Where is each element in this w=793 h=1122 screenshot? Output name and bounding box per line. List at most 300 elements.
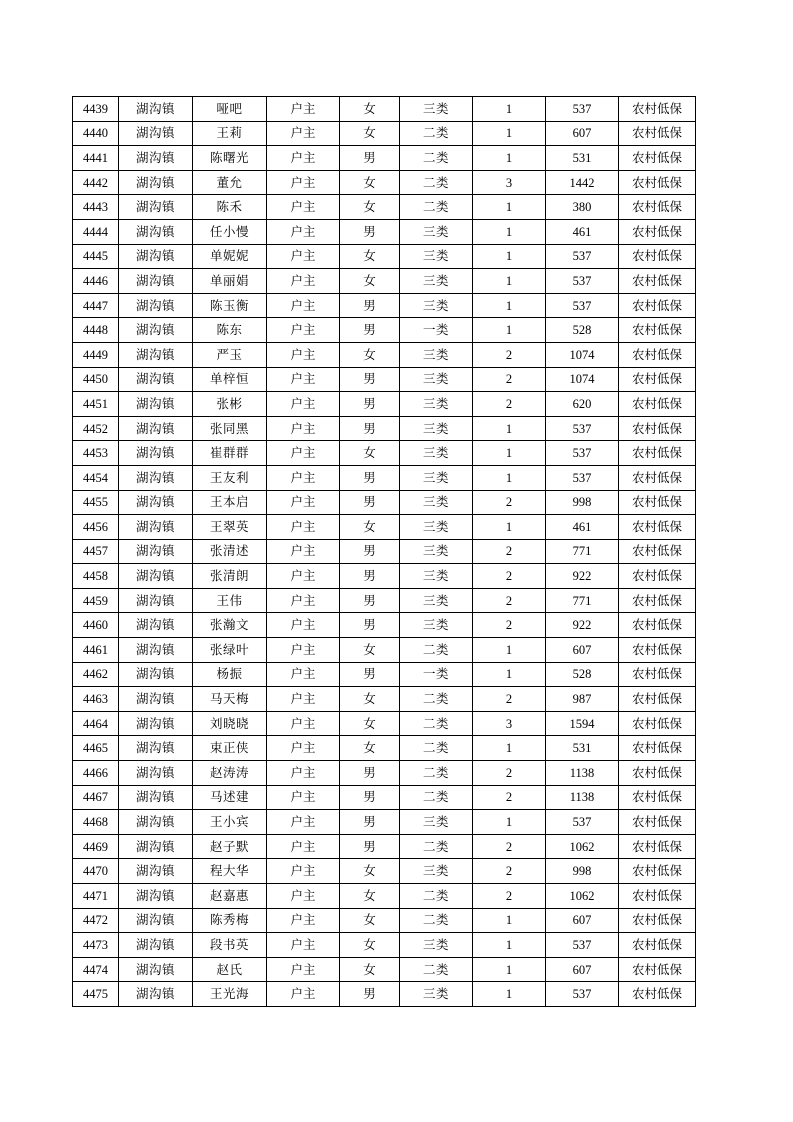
assistance-type-cell: 农村低保 [619,219,696,244]
category-cell: 二类 [400,834,473,859]
name-cell: 陈玉衡 [193,293,267,318]
category-cell: 二类 [400,638,473,663]
category-cell: 三类 [400,97,473,122]
table-row [73,859,696,884]
gender-cell: 女 [340,638,400,663]
assistance-type-cell: 农村低保 [619,465,696,490]
amount-cell: 537 [546,416,619,441]
row-number-cell: 4469 [73,834,119,859]
name-cell: 张瀚文 [193,613,267,638]
household-size-cell: 1 [473,662,546,687]
gender-cell: 女 [340,515,400,540]
township-cell: 湖沟镇 [119,146,193,171]
relation-cell: 户主 [267,121,340,146]
gender-cell: 男 [340,785,400,810]
household-size-cell: 1 [473,982,546,1007]
gender-cell: 女 [340,933,400,958]
township-cell: 湖沟镇 [119,170,193,195]
name-cell: 束正侠 [193,736,267,761]
amount-cell: 537 [546,97,619,122]
township-cell: 湖沟镇 [119,97,193,122]
row-number-cell: 4446 [73,269,119,294]
category-cell: 二类 [400,736,473,761]
table-row [73,687,696,712]
table-row [73,761,696,786]
name-cell: 程大华 [193,859,267,884]
category-cell: 二类 [400,884,473,909]
category-cell: 三类 [400,982,473,1007]
amount-cell: 528 [546,662,619,687]
assistance-type-cell: 农村低保 [619,441,696,466]
name-cell: 王光海 [193,982,267,1007]
township-cell: 湖沟镇 [119,834,193,859]
assistance-type-cell: 农村低保 [619,957,696,982]
relation-cell: 户主 [267,97,340,122]
amount-cell: 461 [546,219,619,244]
row-number-cell: 4442 [73,170,119,195]
category-cell: 二类 [400,957,473,982]
assistance-type-cell: 农村低保 [619,170,696,195]
category-cell: 三类 [400,515,473,540]
assistance-type-cell: 农村低保 [619,785,696,810]
name-cell: 单妮妮 [193,244,267,269]
row-number-cell: 4466 [73,761,119,786]
row-number-cell: 4450 [73,367,119,392]
name-cell: 陈禾 [193,195,267,220]
relation-cell: 户主 [267,539,340,564]
row-number-cell: 4444 [73,219,119,244]
row-number-cell: 4453 [73,441,119,466]
category-cell: 二类 [400,687,473,712]
table-row [73,97,696,122]
name-cell: 单梓恒 [193,367,267,392]
table-row [73,736,696,761]
table-row [73,293,696,318]
amount-cell: 922 [546,613,619,638]
township-cell: 湖沟镇 [119,121,193,146]
amount-cell: 537 [546,465,619,490]
name-cell: 赵涛涛 [193,761,267,786]
amount-cell: 998 [546,859,619,884]
row-number-cell: 4445 [73,244,119,269]
category-cell: 三类 [400,269,473,294]
amount-cell: 987 [546,687,619,712]
assistance-type-cell: 农村低保 [619,416,696,441]
assistance-type-cell: 农村低保 [619,761,696,786]
township-cell: 湖沟镇 [119,761,193,786]
amount-cell: 380 [546,195,619,220]
household-size-cell: 1 [473,195,546,220]
township-cell: 湖沟镇 [119,884,193,909]
table-row [73,613,696,638]
amount-cell: 1442 [546,170,619,195]
amount-cell: 531 [546,146,619,171]
table-row [73,465,696,490]
row-number-cell: 4451 [73,392,119,417]
name-cell: 严玉 [193,342,267,367]
row-number-cell: 4452 [73,416,119,441]
gender-cell: 女 [340,859,400,884]
relation-cell: 户主 [267,638,340,663]
relation-cell: 户主 [267,662,340,687]
category-cell: 二类 [400,170,473,195]
row-number-cell: 4461 [73,638,119,663]
category-cell: 二类 [400,785,473,810]
name-cell: 哑吧 [193,97,267,122]
gender-cell: 女 [340,342,400,367]
assistance-type-cell: 农村低保 [619,539,696,564]
township-cell: 湖沟镇 [119,539,193,564]
table-row [73,219,696,244]
table-row [73,638,696,663]
table-row [73,441,696,466]
township-cell: 湖沟镇 [119,859,193,884]
assistance-type-cell: 农村低保 [619,638,696,663]
relation-cell: 户主 [267,490,340,515]
amount-cell: 607 [546,638,619,663]
township-cell: 湖沟镇 [119,711,193,736]
amount-cell: 537 [546,293,619,318]
relation-cell: 户主 [267,908,340,933]
relation-cell: 户主 [267,736,340,761]
assistance-type-cell: 农村低保 [619,318,696,343]
category-cell: 三类 [400,810,473,835]
township-cell: 湖沟镇 [119,613,193,638]
relation-cell: 户主 [267,933,340,958]
assistance-type-cell: 农村低保 [619,859,696,884]
name-cell: 张彬 [193,392,267,417]
category-cell: 三类 [400,490,473,515]
category-cell: 三类 [400,342,473,367]
township-cell: 湖沟镇 [119,367,193,392]
table-row [73,416,696,441]
gender-cell: 女 [340,97,400,122]
name-cell: 赵子默 [193,834,267,859]
table-row [73,834,696,859]
gender-cell: 女 [340,441,400,466]
category-cell: 二类 [400,146,473,171]
category-cell: 三类 [400,539,473,564]
assistance-type-cell: 农村低保 [619,982,696,1007]
amount-cell: 771 [546,539,619,564]
category-cell: 三类 [400,933,473,958]
name-cell: 陈曙光 [193,146,267,171]
row-number-cell: 4441 [73,146,119,171]
name-cell: 单丽娟 [193,269,267,294]
amount-cell: 998 [546,490,619,515]
row-number-cell: 4472 [73,908,119,933]
relation-cell: 户主 [267,318,340,343]
household-size-cell: 2 [473,859,546,884]
name-cell: 王莉 [193,121,267,146]
assistance-type-cell: 农村低保 [619,195,696,220]
amount-cell: 922 [546,564,619,589]
gender-cell: 女 [340,908,400,933]
household-size-cell: 1 [473,97,546,122]
row-number-cell: 4460 [73,613,119,638]
household-size-cell: 1 [473,736,546,761]
relation-cell: 户主 [267,687,340,712]
amount-cell: 537 [546,810,619,835]
table-row [73,810,696,835]
township-cell: 湖沟镇 [119,465,193,490]
gender-cell: 男 [340,416,400,441]
name-cell: 任小慢 [193,219,267,244]
row-number-cell: 4465 [73,736,119,761]
amount-cell: 461 [546,515,619,540]
amount-cell: 607 [546,121,619,146]
name-cell: 陈秀梅 [193,908,267,933]
table-row [73,884,696,909]
household-size-cell: 3 [473,711,546,736]
household-size-cell: 2 [473,564,546,589]
name-cell: 王友利 [193,465,267,490]
name-cell: 赵氏 [193,957,267,982]
household-size-cell: 1 [473,269,546,294]
row-number-cell: 4475 [73,982,119,1007]
gender-cell: 男 [340,588,400,613]
row-number-cell: 4443 [73,195,119,220]
household-size-cell: 2 [473,588,546,613]
table-row [73,318,696,343]
household-size-cell: 1 [473,465,546,490]
category-cell: 三类 [400,588,473,613]
assistance-type-cell: 农村低保 [619,146,696,171]
gender-cell: 女 [340,711,400,736]
name-cell: 段书英 [193,933,267,958]
relation-cell: 户主 [267,244,340,269]
township-cell: 湖沟镇 [119,244,193,269]
relation-cell: 户主 [267,392,340,417]
township-cell: 湖沟镇 [119,515,193,540]
gender-cell: 男 [340,318,400,343]
assistance-type-cell: 农村低保 [619,588,696,613]
name-cell: 陈东 [193,318,267,343]
relation-cell: 户主 [267,146,340,171]
household-size-cell: 1 [473,908,546,933]
table-row [73,933,696,958]
gender-cell: 女 [340,195,400,220]
gender-cell: 男 [340,367,400,392]
household-size-cell: 2 [473,392,546,417]
category-cell: 二类 [400,121,473,146]
gender-cell: 男 [340,613,400,638]
table-row [73,539,696,564]
table-row [73,342,696,367]
relation-cell: 户主 [267,293,340,318]
name-cell: 杨振 [193,662,267,687]
household-size-cell: 1 [473,515,546,540]
household-size-cell: 3 [473,170,546,195]
category-cell: 三类 [400,244,473,269]
assistance-type-cell: 农村低保 [619,564,696,589]
relation-cell: 户主 [267,441,340,466]
township-cell: 湖沟镇 [119,933,193,958]
relation-cell: 户主 [267,834,340,859]
assistance-type-cell: 农村低保 [619,613,696,638]
gender-cell: 男 [340,564,400,589]
relation-cell: 户主 [267,367,340,392]
assistance-type-cell: 农村低保 [619,884,696,909]
assistance-type-cell: 农村低保 [619,367,696,392]
table-row [73,515,696,540]
amount-cell: 1594 [546,711,619,736]
relation-cell: 户主 [267,342,340,367]
township-cell: 湖沟镇 [119,982,193,1007]
amount-cell: 1138 [546,761,619,786]
category-cell: 二类 [400,761,473,786]
township-cell: 湖沟镇 [119,392,193,417]
relation-cell: 户主 [267,982,340,1007]
row-number-cell: 4463 [73,687,119,712]
table-row [73,662,696,687]
gender-cell: 女 [340,269,400,294]
row-number-cell: 4471 [73,884,119,909]
table-row [73,146,696,171]
amount-cell: 537 [546,441,619,466]
gender-cell: 男 [340,761,400,786]
assistance-type-cell: 农村低保 [619,97,696,122]
amount-cell: 771 [546,588,619,613]
assistance-type-cell: 农村低保 [619,834,696,859]
gender-cell: 男 [340,465,400,490]
gender-cell: 女 [340,244,400,269]
name-cell: 董允 [193,170,267,195]
amount-cell: 1074 [546,342,619,367]
table-row [73,711,696,736]
township-cell: 湖沟镇 [119,810,193,835]
relation-cell: 户主 [267,195,340,220]
row-number-cell: 4439 [73,97,119,122]
name-cell: 王本启 [193,490,267,515]
table-row [73,564,696,589]
row-number-cell: 4459 [73,588,119,613]
assistance-type-cell: 农村低保 [619,711,696,736]
category-cell: 二类 [400,908,473,933]
relation-cell: 户主 [267,810,340,835]
category-cell: 二类 [400,195,473,220]
row-number-cell: 4448 [73,318,119,343]
township-cell: 湖沟镇 [119,441,193,466]
amount-cell: 537 [546,244,619,269]
relation-cell: 户主 [267,564,340,589]
assistance-type-cell: 农村低保 [619,392,696,417]
amount-cell: 1062 [546,834,619,859]
table-row [73,121,696,146]
household-size-cell: 1 [473,318,546,343]
household-size-cell: 2 [473,539,546,564]
row-number-cell: 4447 [73,293,119,318]
table-row [73,982,696,1007]
category-cell: 三类 [400,564,473,589]
gender-cell: 女 [340,170,400,195]
relation-cell: 户主 [267,613,340,638]
township-cell: 湖沟镇 [119,342,193,367]
household-size-cell: 2 [473,613,546,638]
gender-cell: 女 [340,736,400,761]
row-number-cell: 4440 [73,121,119,146]
relation-cell: 户主 [267,219,340,244]
household-size-cell: 2 [473,687,546,712]
row-number-cell: 4474 [73,957,119,982]
household-size-cell: 1 [473,638,546,663]
row-number-cell: 4462 [73,662,119,687]
amount-cell: 537 [546,982,619,1007]
relation-cell: 户主 [267,465,340,490]
amount-cell: 1062 [546,884,619,909]
assistance-type-cell: 农村低保 [619,269,696,294]
name-cell: 马天梅 [193,687,267,712]
name-cell: 王小宾 [193,810,267,835]
township-cell: 湖沟镇 [119,908,193,933]
amount-cell: 1074 [546,367,619,392]
category-cell: 一类 [400,662,473,687]
relation-cell: 户主 [267,957,340,982]
township-cell: 湖沟镇 [119,785,193,810]
household-size-cell: 2 [473,761,546,786]
relation-cell: 户主 [267,170,340,195]
row-number-cell: 4455 [73,490,119,515]
assistance-type-cell: 农村低保 [619,736,696,761]
category-cell: 三类 [400,392,473,417]
category-cell: 三类 [400,219,473,244]
gender-cell: 女 [340,884,400,909]
household-size-cell: 1 [473,957,546,982]
category-cell: 三类 [400,367,473,392]
assistance-type-cell: 农村低保 [619,490,696,515]
township-cell: 湖沟镇 [119,638,193,663]
gender-cell: 男 [340,834,400,859]
township-cell: 湖沟镇 [119,588,193,613]
amount-cell: 620 [546,392,619,417]
name-cell: 张绿叶 [193,638,267,663]
table-row [73,785,696,810]
household-size-cell: 1 [473,121,546,146]
row-number-cell: 4456 [73,515,119,540]
household-size-cell: 1 [473,810,546,835]
gender-cell: 男 [340,293,400,318]
relation-cell: 户主 [267,416,340,441]
relation-cell: 户主 [267,269,340,294]
gender-cell: 男 [340,490,400,515]
table-row [73,195,696,220]
gender-cell: 女 [340,121,400,146]
row-number-cell: 4464 [73,711,119,736]
township-cell: 湖沟镇 [119,195,193,220]
row-number-cell: 4454 [73,465,119,490]
household-size-cell: 2 [473,834,546,859]
household-size-cell: 1 [473,416,546,441]
table-row [73,490,696,515]
assistance-type-cell: 农村低保 [619,515,696,540]
household-size-cell: 2 [473,367,546,392]
relation-cell: 户主 [267,588,340,613]
assistance-type-cell: 农村低保 [619,687,696,712]
name-cell: 崔群群 [193,441,267,466]
category-cell: 三类 [400,613,473,638]
amount-cell: 1138 [546,785,619,810]
row-number-cell: 4458 [73,564,119,589]
household-size-cell: 2 [473,785,546,810]
name-cell: 王伟 [193,588,267,613]
township-cell: 湖沟镇 [119,564,193,589]
category-cell: 一类 [400,318,473,343]
gender-cell: 女 [340,957,400,982]
assistance-type-cell: 农村低保 [619,810,696,835]
table-row [73,588,696,613]
household-size-cell: 2 [473,884,546,909]
table-row [73,957,696,982]
